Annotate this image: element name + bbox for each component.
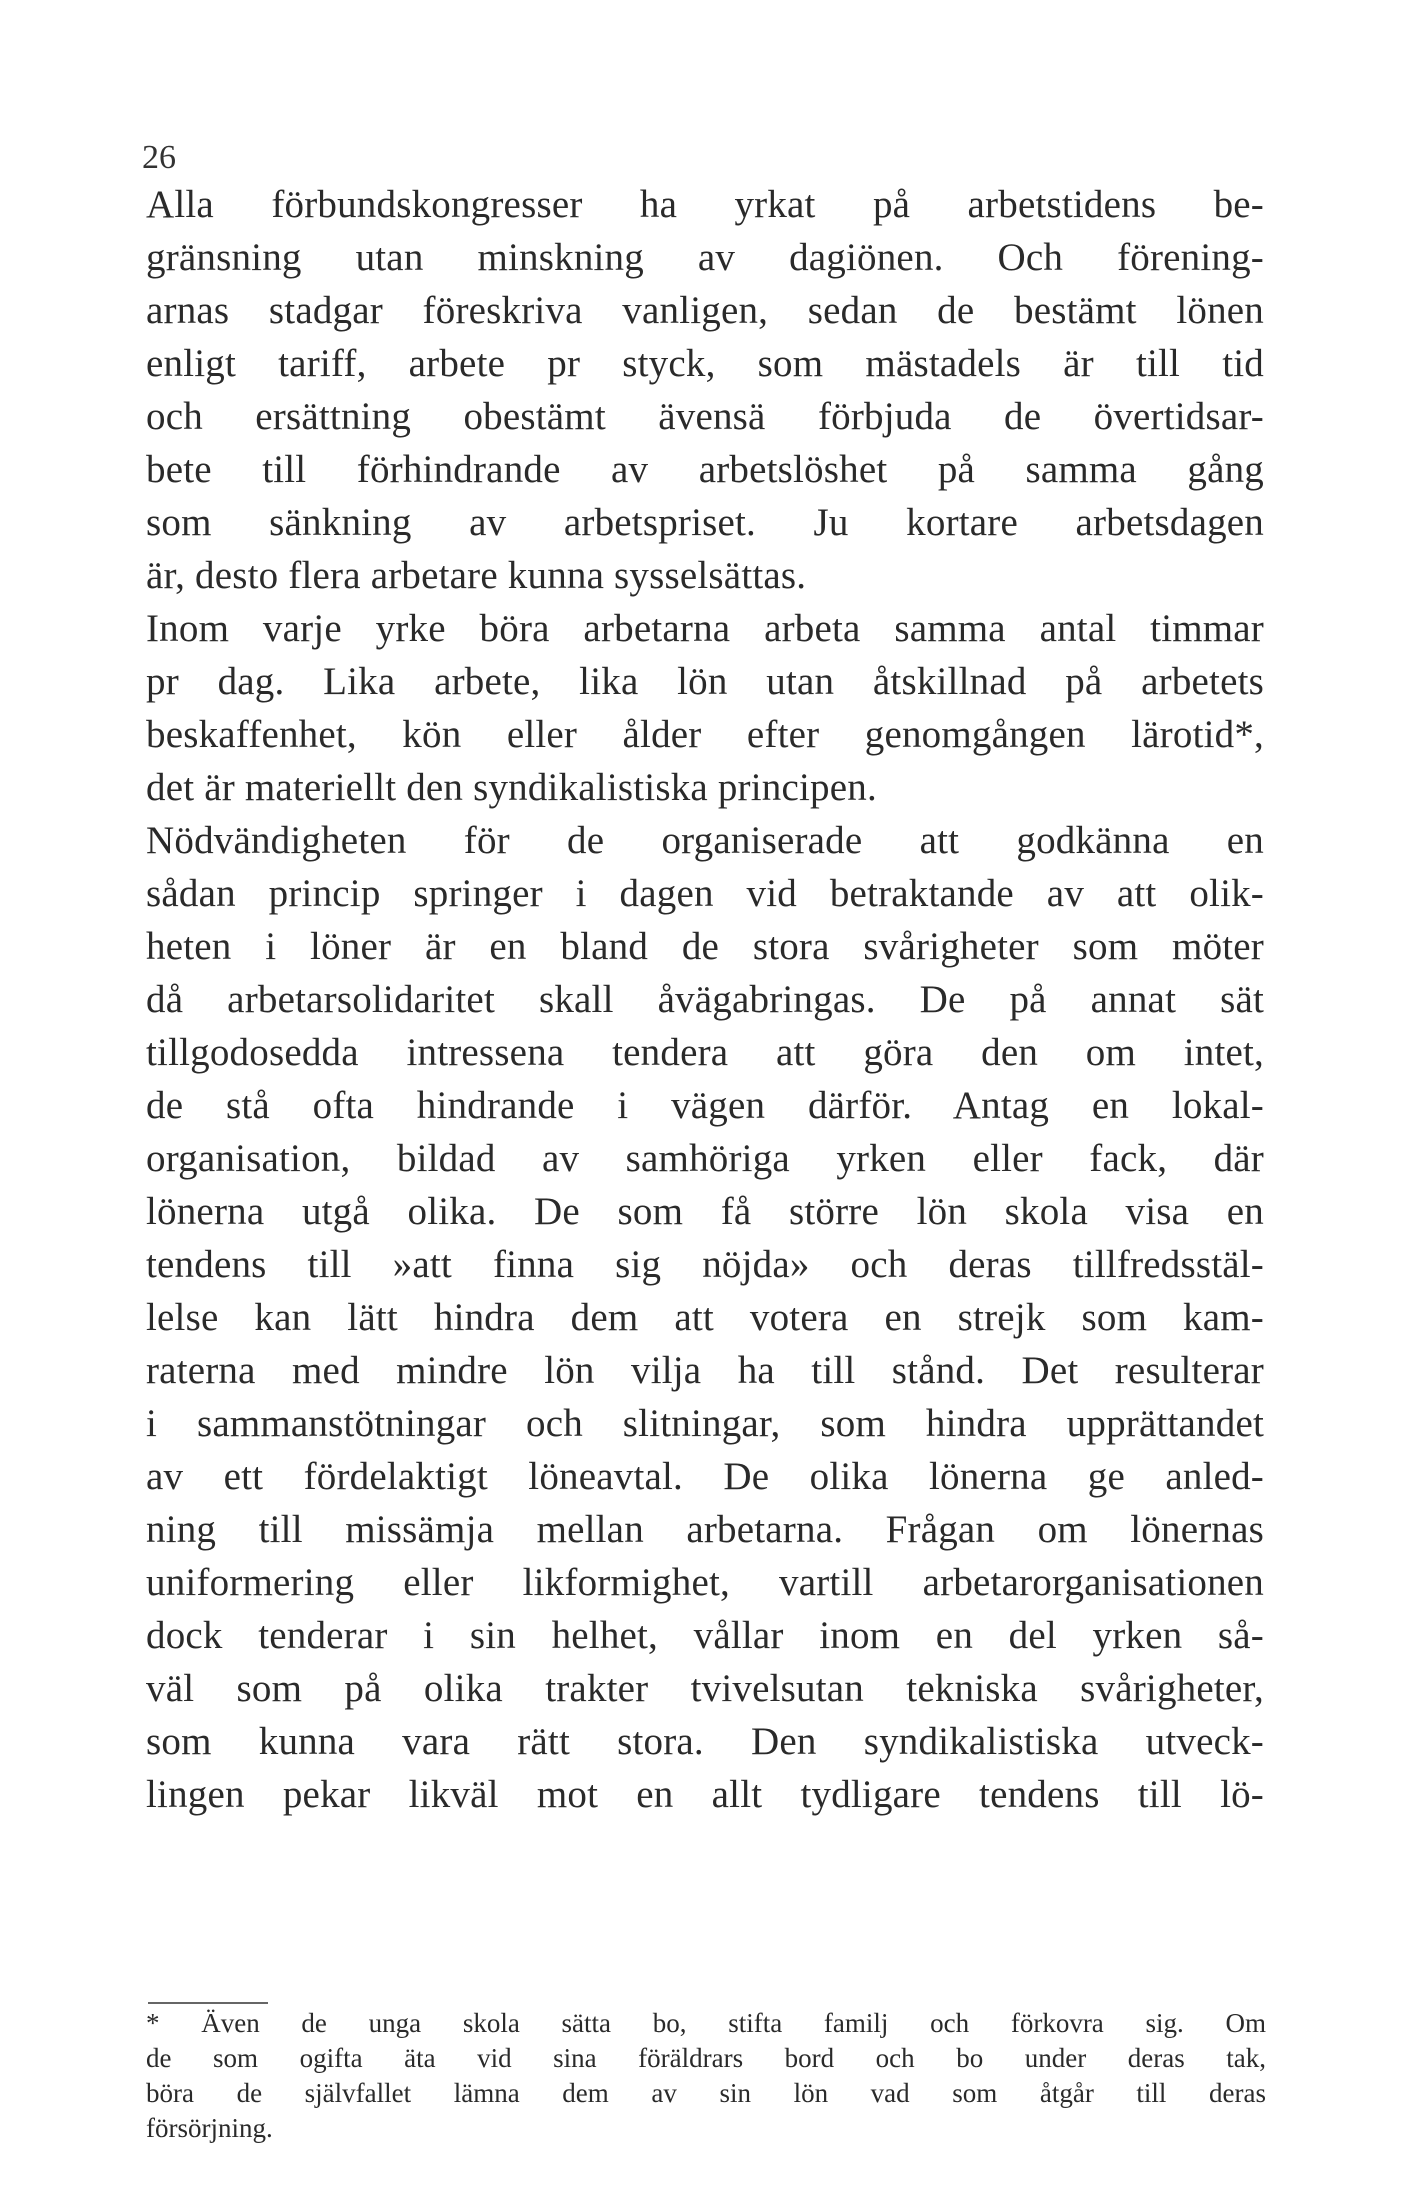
text-line: ning till missämja mellan arbetarna. Frågan om lönernas [146,1508,1264,1551]
text-line: väl som på olika trakter tvivelsutan tekniska svårigheter, [146,1667,1264,1710]
text-line: gränsning utan minskning av dagiönen. Och förening- [146,236,1264,279]
text-line: raterna med mindre lön vilja ha till stånd. Det resulterar [146,1349,1264,1392]
text-line: sådan princip springer i dagen vid betraktande av att olik- [146,872,1264,915]
text-line: lingen pekar likväl mot en allt tydligare tendens till lö- [146,1773,1264,1816]
text-line: och ersättning obestämt ävensä förbjuda de övertidsar- [146,395,1264,438]
text-line: det är materiellt den syndikalistiska principen. [146,766,877,809]
text-line: tendens till »att finna sig nöjda» och deras tillfredsstäl- [146,1243,1264,1286]
footnote-line: de som ogifta äta vid sina föräldrars bord och bo under deras tak, [146,2043,1266,2073]
text-line: lönerna utgå olika. De som få större lön skola visa en [146,1190,1264,1233]
text-line: dock tenderar i sin helhet, vållar inom en del yrken så- [146,1614,1264,1657]
text-line: tillgodosedda intressena tendera att göra den om intet, [146,1031,1264,1074]
text-line: bete till förhindrande av arbetslöshet på samma gång [146,448,1264,491]
footnote-line: försörjning. [146,2113,273,2143]
footnote-line: böra de självfallet lämna dem av sin lön vad som åtgår till deras [146,2078,1266,2108]
footnote [146,2006,1266,2146]
text-line: de stå ofta hindrande i vägen därför. Antag en lokal- [146,1084,1264,1127]
text-line: enligt tariff, arbete pr styck, som mästadels är till tid [146,342,1264,385]
page-number: 26 [142,139,176,176]
text-line: av ett fördelaktigt löneavtal. De olika lönerna ge anled- [146,1455,1264,1498]
text-line: Inom varje yrke böra arbetarna arbeta samma antal timmar [146,607,1264,650]
text-line: lelse kan lätt hindra dem att votera en strejk som kam- [146,1296,1264,1339]
text-line: Nödvändigheten för de organiserade att godkänna en [146,819,1264,862]
text-line: i sammanstötningar och slitningar, som hindra upprättandet [146,1402,1264,1445]
text-line: arnas stadgar föreskriva vanligen, sedan de bestämt lönen [146,289,1264,332]
text-line: som kunna vara rätt stora. Den syndikalistiska utveck- [146,1720,1264,1763]
footnote-line: * Även de unga skola sätta bo, stifta familj och förkovra sig. Om [146,2008,1266,2038]
text-line: uniformering eller likformighet, vartill arbetarorganisationen [146,1561,1264,1604]
text-line: då arbetarsolidaritet skall åvägabringas. De på annat sät [146,978,1264,1021]
footnote-divider [148,2002,268,2004]
text-line: som sänkning av arbetspriset. Ju kortare arbetsdagen [146,501,1264,544]
body-text [146,178,1264,1821]
text-line: pr dag. Lika arbete, lika lön utan åtskillnad på arbetets [146,660,1264,703]
text-line: beskaffenhet, kön eller ålder efter genomgången lärotid*, [146,713,1264,756]
text-line: organisation, bildad av samhöriga yrken eller fack, där [146,1137,1264,1180]
text-line: är, desto flera arbetare kunna sysselsättas. [146,554,807,597]
text-line: heten i löner är en bland de stora svårigheter som möter [146,925,1264,968]
text-line: Alla förbundskongresser ha yrkat på arbetstidens be- [146,183,1264,226]
